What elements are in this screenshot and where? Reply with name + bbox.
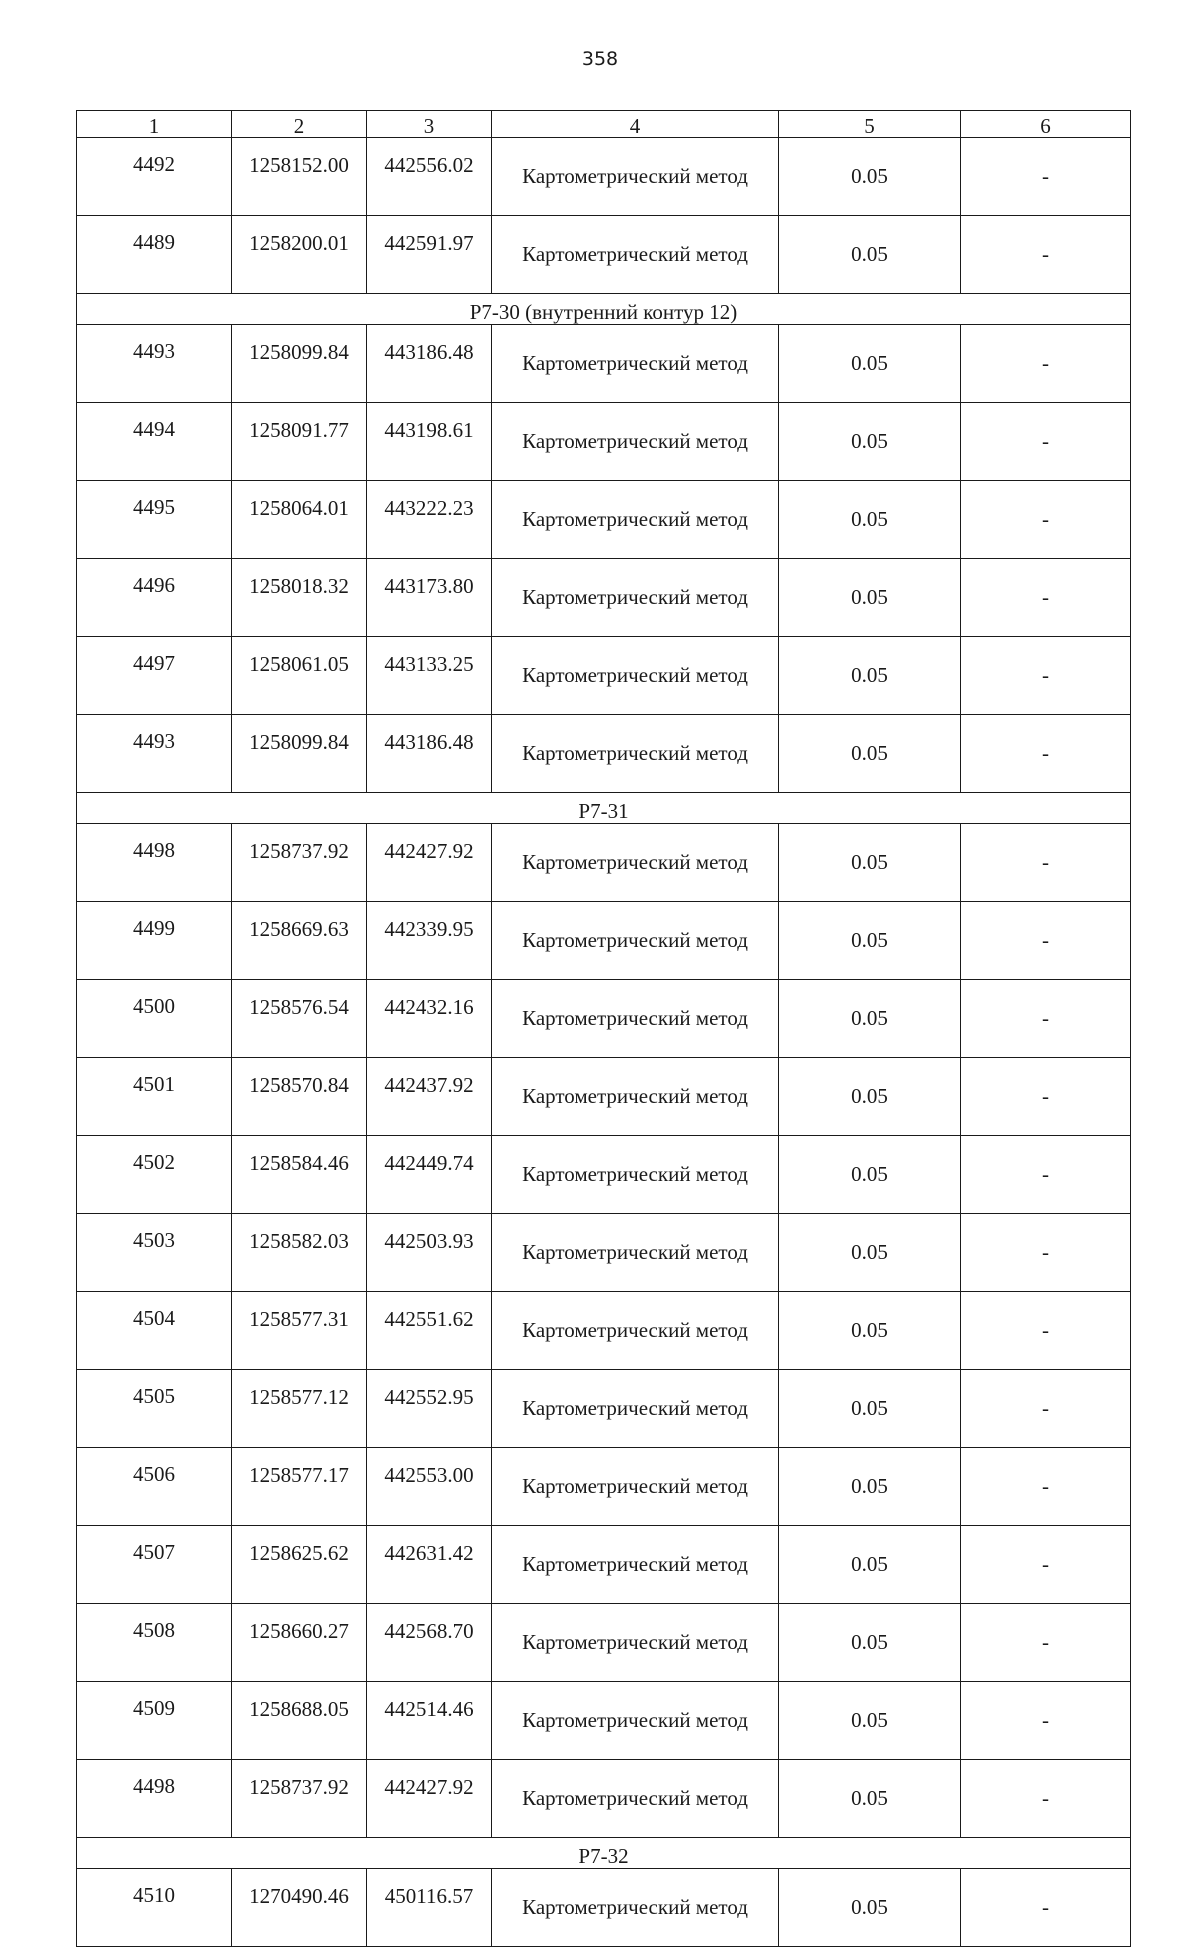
table-row — [77, 637, 1131, 715]
y-coordinate-cell: 442427.92 — [367, 1760, 492, 1838]
accuracy-cell: 0.05 — [779, 1292, 961, 1370]
note-cell: - — [961, 138, 1131, 216]
note-cell: - — [961, 1214, 1131, 1292]
point-number-cell: 4504 — [77, 1292, 232, 1370]
method-cell: Картометрический метод — [492, 637, 779, 715]
method-cell: Картометрический метод — [492, 138, 779, 216]
method-cell: Картометрический метод — [492, 216, 779, 294]
y-coordinate-cell: 442553.00 — [367, 1448, 492, 1526]
section-row — [77, 793, 1131, 824]
y-coordinate-cell: 442514.46 — [367, 1682, 492, 1760]
accuracy-cell: 0.05 — [779, 1136, 961, 1214]
column-header-2: 2 — [232, 111, 367, 138]
note-cell: - — [961, 1526, 1131, 1604]
table-row — [77, 902, 1131, 980]
accuracy-cell: 0.05 — [779, 1370, 961, 1448]
accuracy-cell: 0.05 — [779, 1682, 961, 1760]
section-row — [77, 294, 1131, 325]
section-row — [77, 1838, 1131, 1869]
x-coordinate-cell: 1258660.27 — [232, 1604, 367, 1682]
method-cell: Картометрический метод — [492, 1214, 779, 1292]
y-coordinate-cell: 442432.16 — [367, 980, 492, 1058]
y-coordinate-cell: 442568.70 — [367, 1604, 492, 1682]
method-cell: Картометрический метод — [492, 1370, 779, 1448]
point-number-cell: 4499 — [77, 902, 232, 980]
note-cell: - — [961, 325, 1131, 403]
accuracy-cell: 0.05 — [779, 715, 961, 793]
accuracy-cell: 0.05 — [779, 138, 961, 216]
table-row — [77, 1869, 1131, 1947]
accuracy-cell: 0.05 — [779, 824, 961, 902]
column-header-3: 3 — [367, 111, 492, 138]
y-coordinate-cell: 443186.48 — [367, 715, 492, 793]
y-coordinate-cell: 442551.62 — [367, 1292, 492, 1370]
note-cell: - — [961, 715, 1131, 793]
point-number-cell: 4492 — [77, 138, 232, 216]
point-number-cell: 4503 — [77, 1214, 232, 1292]
x-coordinate-cell: 1258577.31 — [232, 1292, 367, 1370]
accuracy-cell: 0.05 — [779, 902, 961, 980]
point-number-cell: 4510 — [77, 1869, 232, 1947]
table-row — [77, 325, 1131, 403]
table-row — [77, 1136, 1131, 1214]
point-number-cell: 4497 — [77, 637, 232, 715]
method-cell: Картометрический метод — [492, 1448, 779, 1526]
x-coordinate-cell: 1258018.32 — [232, 559, 367, 637]
accuracy-cell: 0.05 — [779, 1760, 961, 1838]
y-coordinate-cell: 442591.97 — [367, 216, 492, 294]
table-row — [77, 1448, 1131, 1526]
note-cell: - — [961, 980, 1131, 1058]
method-cell: Картометрический метод — [492, 325, 779, 403]
point-number-cell: 4496 — [77, 559, 232, 637]
y-coordinate-cell: 443186.48 — [367, 325, 492, 403]
point-number-cell: 4502 — [77, 1136, 232, 1214]
table-row — [77, 715, 1131, 793]
y-coordinate-cell: 442427.92 — [367, 824, 492, 902]
x-coordinate-cell: 1258152.00 — [232, 138, 367, 216]
accuracy-cell: 0.05 — [779, 481, 961, 559]
table-row — [77, 403, 1131, 481]
y-coordinate-cell: 442503.93 — [367, 1214, 492, 1292]
accuracy-cell: 0.05 — [779, 1448, 961, 1526]
y-coordinate-cell: 442552.95 — [367, 1370, 492, 1448]
table-row — [77, 980, 1131, 1058]
note-cell: - — [961, 1604, 1131, 1682]
table-row — [77, 216, 1131, 294]
header-row — [77, 111, 1131, 138]
note-cell: - — [961, 637, 1131, 715]
point-number-cell: 4498 — [77, 1760, 232, 1838]
table-row — [77, 1214, 1131, 1292]
table-row — [77, 1682, 1131, 1760]
method-cell: Картометрический метод — [492, 715, 779, 793]
column-header-4: 4 — [492, 111, 779, 138]
note-cell: - — [961, 1058, 1131, 1136]
x-coordinate-cell: 1258576.54 — [232, 980, 367, 1058]
x-coordinate-cell: 1258688.05 — [232, 1682, 367, 1760]
column-header-1: 1 — [77, 111, 232, 138]
method-cell: Картометрический метод — [492, 559, 779, 637]
accuracy-cell: 0.05 — [779, 559, 961, 637]
point-number-cell: 4495 — [77, 481, 232, 559]
method-cell: Картометрический метод — [492, 1058, 779, 1136]
x-coordinate-cell: 1258091.77 — [232, 403, 367, 481]
point-number-cell: 4509 — [77, 1682, 232, 1760]
method-cell: Картометрический метод — [492, 1604, 779, 1682]
note-cell: - — [961, 902, 1131, 980]
column-header-5: 5 — [779, 111, 961, 138]
point-number-cell: 4494 — [77, 403, 232, 481]
coordinates-table — [76, 110, 1131, 1947]
x-coordinate-cell: 1258582.03 — [232, 1214, 367, 1292]
method-cell: Картометрический метод — [492, 1526, 779, 1604]
method-cell: Картометрический метод — [492, 481, 779, 559]
note-cell: - — [961, 1136, 1131, 1214]
accuracy-cell: 0.05 — [779, 1526, 961, 1604]
method-cell: Картометрический метод — [492, 1682, 779, 1760]
table-row — [77, 559, 1131, 637]
table-row — [77, 1760, 1131, 1838]
point-number-cell: 4507 — [77, 1526, 232, 1604]
note-cell: - — [961, 403, 1131, 481]
y-coordinate-cell: 443222.23 — [367, 481, 492, 559]
table-row — [77, 824, 1131, 902]
note-cell: - — [961, 216, 1131, 294]
y-coordinate-cell: 442339.95 — [367, 902, 492, 980]
x-coordinate-cell: 1258064.01 — [232, 481, 367, 559]
table-row — [77, 481, 1131, 559]
y-coordinate-cell: 442631.42 — [367, 1526, 492, 1604]
point-number-cell: 4506 — [77, 1448, 232, 1526]
method-cell: Картометрический метод — [492, 1136, 779, 1214]
y-coordinate-cell: 442449.74 — [367, 1136, 492, 1214]
method-cell: Картометрический метод — [492, 1292, 779, 1370]
accuracy-cell: 0.05 — [779, 403, 961, 481]
accuracy-cell: 0.05 — [779, 1604, 961, 1682]
y-coordinate-cell: 443198.61 — [367, 403, 492, 481]
x-coordinate-cell: 1258737.92 — [232, 1760, 367, 1838]
point-number-cell: 4493 — [77, 325, 232, 403]
table-row — [77, 1292, 1131, 1370]
x-coordinate-cell: 1258061.05 — [232, 637, 367, 715]
table-body — [77, 111, 1131, 1947]
point-number-cell: 4493 — [77, 715, 232, 793]
y-coordinate-cell: 442437.92 — [367, 1058, 492, 1136]
point-number-cell: 4508 — [77, 1604, 232, 1682]
point-number-cell: 4505 — [77, 1370, 232, 1448]
x-coordinate-cell: 1258099.84 — [232, 715, 367, 793]
note-cell: - — [961, 1869, 1131, 1947]
accuracy-cell: 0.05 — [779, 1214, 961, 1292]
note-cell: - — [961, 481, 1131, 559]
accuracy-cell: 0.05 — [779, 325, 961, 403]
x-coordinate-cell: 1258577.12 — [232, 1370, 367, 1448]
x-coordinate-cell: 1258577.17 — [232, 1448, 367, 1526]
note-cell: - — [961, 824, 1131, 902]
column-header-6: 6 — [961, 111, 1131, 138]
x-coordinate-cell: 1258584.46 — [232, 1136, 367, 1214]
method-cell: Картометрический метод — [492, 1760, 779, 1838]
note-cell: - — [961, 1292, 1131, 1370]
accuracy-cell: 0.05 — [779, 1058, 961, 1136]
table-row — [77, 138, 1131, 216]
x-coordinate-cell: 1258625.62 — [232, 1526, 367, 1604]
accuracy-cell: 0.05 — [779, 637, 961, 715]
note-cell: - — [961, 1448, 1131, 1526]
table-row — [77, 1526, 1131, 1604]
accuracy-cell: 0.05 — [779, 1869, 961, 1947]
x-coordinate-cell: 1258200.01 — [232, 216, 367, 294]
note-cell: - — [961, 559, 1131, 637]
x-coordinate-cell: 1270490.46 — [232, 1869, 367, 1947]
x-coordinate-cell: 1258570.84 — [232, 1058, 367, 1136]
accuracy-cell: 0.05 — [779, 980, 961, 1058]
y-coordinate-cell: 443133.25 — [367, 637, 492, 715]
note-cell: - — [961, 1370, 1131, 1448]
x-coordinate-cell: 1258099.84 — [232, 325, 367, 403]
y-coordinate-cell: 442556.02 — [367, 138, 492, 216]
y-coordinate-cell: 450116.57 — [367, 1869, 492, 1947]
point-number-cell: 4501 — [77, 1058, 232, 1136]
table-row — [77, 1604, 1131, 1682]
note-cell: - — [961, 1682, 1131, 1760]
method-cell: Картометрический метод — [492, 1869, 779, 1947]
x-coordinate-cell: 1258737.92 — [232, 824, 367, 902]
point-number-cell: 4489 — [77, 216, 232, 294]
x-coordinate-cell: 1258669.63 — [232, 902, 367, 980]
section-title: Р7-31 — [77, 793, 1131, 824]
method-cell: Картометрический метод — [492, 980, 779, 1058]
point-number-cell: 4498 — [77, 824, 232, 902]
note-cell: - — [961, 1760, 1131, 1838]
page-number: 358 — [581, 48, 619, 70]
accuracy-cell: 0.05 — [779, 216, 961, 294]
table-row — [77, 1058, 1131, 1136]
section-title: Р7-30 (внутренний контур 12) — [77, 294, 1131, 325]
y-coordinate-cell: 443173.80 — [367, 559, 492, 637]
method-cell: Картометрический метод — [492, 403, 779, 481]
method-cell: Картометрический метод — [492, 902, 779, 980]
table-row — [77, 1370, 1131, 1448]
method-cell: Картометрический метод — [492, 824, 779, 902]
point-number-cell: 4500 — [77, 980, 232, 1058]
section-title: Р7-32 — [77, 1838, 1131, 1869]
